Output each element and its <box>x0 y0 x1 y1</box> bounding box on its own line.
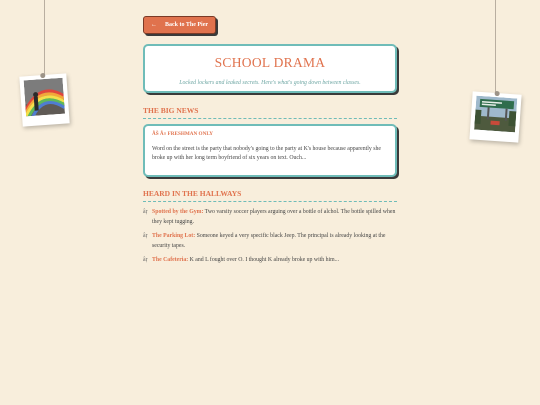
item-text: Two varsity soccer players arguing over a bottle of alchol. The bottle spilled when they kept tugging. <box>152 209 396 225</box>
polaroid-road-sign <box>469 91 521 142</box>
news-body: Word on the street is the party that nobody's going to the party at K's house because apparently she broke up with her long term boyfriend of six years on text. Ouch... <box>152 146 381 161</box>
back-button-label: Back to The Pier <box>165 22 209 28</box>
item-label: Spotted by the Gym: <box>152 209 204 215</box>
big-news-heading: THE BIG NEWS <box>143 106 397 119</box>
pin-icon <box>40 73 45 78</box>
polaroid-rainbow <box>19 73 69 126</box>
news-tag: ÃŠ Ã¤ FRESHMAN ONLY <box>152 131 214 137</box>
bullet-icon: âŗ <box>143 257 148 263</box>
header-card <box>143 44 397 93</box>
rainbow-photo <box>24 78 65 117</box>
left-arrow-icon: ← <box>151 22 157 28</box>
big-news-card <box>143 124 397 177</box>
pin-icon <box>494 91 499 96</box>
page-subtitle: Locked lockers and leaked secrets. Here's what's going down between classes. <box>179 80 361 86</box>
list-item <box>143 208 397 227</box>
page-title: SCHOOL DRAMA <box>214 55 326 70</box>
road-sign-photo <box>474 96 517 133</box>
hanging-string-left <box>44 0 45 80</box>
list-item <box>143 232 397 251</box>
item-label: The Cafeteria: <box>152 257 189 263</box>
hanging-string-right <box>495 0 496 95</box>
hallways-heading: HEARD IN THE HALLWAYS <box>143 189 397 202</box>
bullet-icon: âŗ <box>143 233 148 239</box>
item-text: Someone keyed a very specific black Jeep. The principal is already looking at the security tapes. <box>152 233 386 249</box>
bullet-icon: âŗ <box>143 209 148 215</box>
list-item <box>143 256 397 266</box>
item-text: K and L fought over O. I thought K already broke up with him... <box>188 257 340 263</box>
item-label: The Parking Lot: <box>152 233 196 239</box>
back-to-pier-button[interactable] <box>143 16 216 34</box>
